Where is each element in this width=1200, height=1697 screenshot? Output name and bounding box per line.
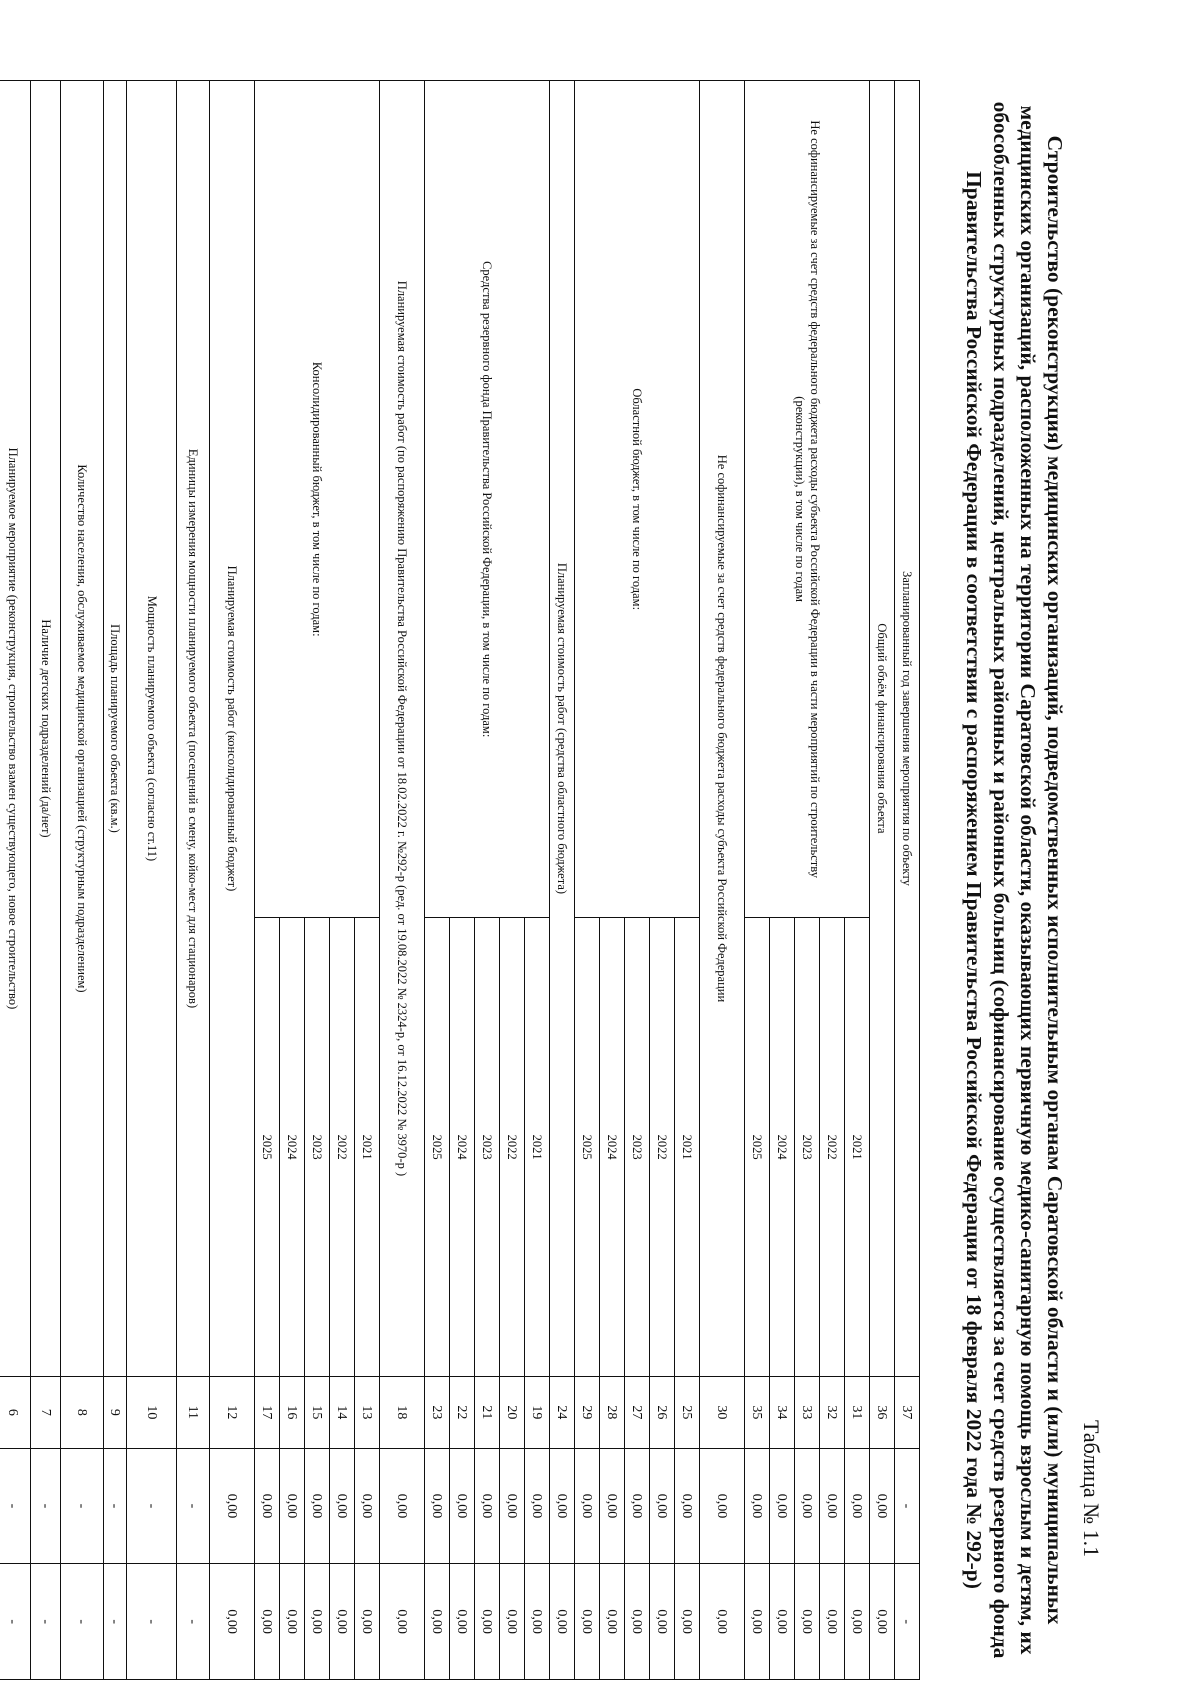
row-value: 0,00 xyxy=(525,1448,550,1564)
total-value: 0,00 xyxy=(380,1564,425,1680)
total-value: - xyxy=(177,1564,210,1680)
row-value: 0,00 xyxy=(380,1448,425,1564)
column-number: 33 xyxy=(795,1376,820,1448)
total-value: 0,00 xyxy=(575,1564,600,1680)
column-number: 35 xyxy=(745,1376,770,1448)
total-value: - xyxy=(31,1564,61,1680)
column-number: 26 xyxy=(650,1376,675,1448)
column-header: Не софинансируемые за счет средств федерального бюджета расходы субъекта Российской Федерации xyxy=(700,81,745,1377)
row-value: 0,00 xyxy=(870,1448,895,1564)
row-value: 0,00 xyxy=(305,1448,330,1564)
table-row xyxy=(675,81,700,1680)
row-value: 0,00 xyxy=(450,1448,475,1564)
total-value: 0,00 xyxy=(210,1564,255,1680)
group-header: Средства резервного фонда Правительства Российской Федерации, в том числе по годам: xyxy=(425,81,550,918)
row-value: 0,00 xyxy=(355,1448,380,1564)
row-value: 0,00 xyxy=(820,1448,845,1564)
year-label: 2025 xyxy=(255,918,280,1377)
row-value: - xyxy=(61,1448,104,1564)
total-value: 0,00 xyxy=(450,1564,475,1680)
total-value: - xyxy=(127,1564,177,1680)
column-header: Мощность планируемого объекта (согласно ст.11) xyxy=(127,81,177,1377)
column-number: 10 xyxy=(127,1376,177,1448)
year-label: 2024 xyxy=(770,918,795,1377)
data-table-wrap xyxy=(5,80,920,1680)
column-number: 20 xyxy=(500,1376,525,1448)
row-value: 0,00 xyxy=(425,1448,450,1564)
total-value: 0,00 xyxy=(650,1564,675,1680)
row-planned-cost-decree xyxy=(380,81,425,1680)
table-number: Таблица № 1.1 xyxy=(1079,1420,1104,1558)
row-not-cofinanced xyxy=(700,81,745,1680)
column-number: 7 xyxy=(31,1376,61,1448)
column-header: Планируемая стоимость работ (по распоряжению Правительства Российской Федерации от 18.02.2022 г. №292-р (ред. от 19.08.2022 № 2324-р, от 16.12.2022 № 3970-р ) xyxy=(380,81,425,1377)
table-row xyxy=(31,81,61,1680)
row-value: 0,00 xyxy=(845,1448,870,1564)
column-number: 34 xyxy=(770,1376,795,1448)
column-header: Запланированный год завершения мероприятия по объекту xyxy=(895,81,920,1377)
row-value: 0,00 xyxy=(550,1448,575,1564)
year-label: 2024 xyxy=(600,918,625,1377)
column-number: 13 xyxy=(355,1376,380,1448)
year-label: 2024 xyxy=(450,918,475,1377)
column-number: 37 xyxy=(895,1376,920,1448)
column-number: 11 xyxy=(177,1376,210,1448)
row-value: - xyxy=(177,1448,210,1564)
table-row xyxy=(210,81,255,1680)
column-number: 15 xyxy=(305,1376,330,1448)
column-header: Наличие детских подразделений (да/нет) xyxy=(31,81,61,1377)
total-value: 0,00 xyxy=(355,1564,380,1680)
year-label: 2023 xyxy=(305,918,330,1377)
row-value: 0,00 xyxy=(675,1448,700,1564)
year-label: 2022 xyxy=(820,918,845,1377)
column-number: 12 xyxy=(210,1376,255,1448)
column-number: 9 xyxy=(104,1376,127,1448)
column-number: 32 xyxy=(820,1376,845,1448)
column-number: 29 xyxy=(575,1376,600,1448)
table-row xyxy=(355,81,380,1680)
year-label: 2025 xyxy=(745,918,770,1377)
total-value: 0,00 xyxy=(525,1564,550,1680)
row-value: 0,00 xyxy=(650,1448,675,1564)
year-label: 2021 xyxy=(525,918,550,1377)
row-value: 0,00 xyxy=(255,1448,280,1564)
year-label: 2025 xyxy=(575,918,600,1377)
total-value: - xyxy=(0,1564,31,1680)
rotated-landscape-page xyxy=(5,80,1110,1680)
row-value: 0,00 xyxy=(330,1448,355,1564)
total-value: 0,00 xyxy=(820,1564,845,1680)
total-value: 0,00 xyxy=(280,1564,305,1680)
year-label: 2021 xyxy=(355,918,380,1377)
column-header: Площадь планируемого объекта (кв.м.) xyxy=(104,81,127,1377)
row-completion-year xyxy=(895,81,920,1680)
group-header: Областной бюджет, в том числе по годам: xyxy=(575,81,700,918)
column-number: 31 xyxy=(845,1376,870,1448)
row-value: 0,00 xyxy=(600,1448,625,1564)
column-number: 28 xyxy=(600,1376,625,1448)
total-value: 0,00 xyxy=(675,1564,700,1680)
column-header: Количество населения, обслуживаемое медицинской организацией (структурным подразделением) xyxy=(61,81,104,1377)
column-number: 30 xyxy=(700,1376,745,1448)
column-header: Планируемая стоимость работ (консолидированный бюджет) xyxy=(210,81,255,1377)
row-regional-cost xyxy=(550,81,575,1680)
table-row xyxy=(177,81,210,1680)
year-label: 2021 xyxy=(675,918,700,1377)
column-number: 22 xyxy=(450,1376,475,1448)
total-value: 0,00 xyxy=(625,1564,650,1680)
row-value: 0,00 xyxy=(575,1448,600,1564)
table-row xyxy=(0,81,31,1680)
row-value: - xyxy=(895,1448,920,1564)
total-value: - xyxy=(895,1564,920,1680)
column-number: 24 xyxy=(550,1376,575,1448)
row-value: 0,00 xyxy=(280,1448,305,1564)
row-value: 0,00 xyxy=(210,1448,255,1564)
total-value: 0,00 xyxy=(500,1564,525,1680)
row-value: 0,00 xyxy=(625,1448,650,1564)
row-value: 0,00 xyxy=(475,1448,500,1564)
table-row xyxy=(845,81,870,1680)
total-value: 0,00 xyxy=(425,1564,450,1680)
column-header: Единицы измерения мощности планируемого объекта (посещений в смену, койко-мест для стационаров) xyxy=(177,81,210,1377)
group-header: Консолидированный бюджет, в том числе по годам: xyxy=(255,81,380,918)
column-number: 19 xyxy=(525,1376,550,1448)
table-row xyxy=(525,81,550,1680)
row-value: 0,00 xyxy=(500,1448,525,1564)
row-value: 0,00 xyxy=(770,1448,795,1564)
total-value: 0,00 xyxy=(870,1564,895,1680)
column-header: Планируемая стоимость работ (средства областного бюджета) xyxy=(550,81,575,1377)
total-value: 0,00 xyxy=(770,1564,795,1680)
total-value: 0,00 xyxy=(600,1564,625,1680)
year-label: 2023 xyxy=(625,918,650,1377)
total-value: 0,00 xyxy=(550,1564,575,1680)
data-table xyxy=(0,80,920,1680)
row-value: 0,00 xyxy=(700,1448,745,1564)
year-label: 2022 xyxy=(650,918,675,1377)
column-number: 23 xyxy=(425,1376,450,1448)
column-header: Общий объём финансирования объекта xyxy=(870,81,895,1377)
row-value: - xyxy=(0,1448,31,1564)
row-value: - xyxy=(31,1448,61,1564)
column-number: 27 xyxy=(625,1376,650,1448)
column-number: 25 xyxy=(675,1376,700,1448)
total-value: - xyxy=(61,1564,104,1680)
table-row xyxy=(104,81,127,1680)
row-value: - xyxy=(127,1448,177,1564)
year-label: 2022 xyxy=(330,918,355,1377)
column-header: Планируемое мероприятие (реконструкция, строительство взамен существующего, новое строительство) xyxy=(0,81,31,1377)
total-value: 0,00 xyxy=(845,1564,870,1680)
total-value: 0,00 xyxy=(330,1564,355,1680)
total-value: - xyxy=(104,1564,127,1680)
column-number: 18 xyxy=(380,1376,425,1448)
column-number: 36 xyxy=(870,1376,895,1448)
row-value: 0,00 xyxy=(795,1448,820,1564)
year-label: 2022 xyxy=(500,918,525,1377)
table-row xyxy=(127,81,177,1680)
document-title: Строительство (реконструкция) медицинских организаций, подведомственных исполнительным органам Саратовской области и (или) муниципальных медицинских организаций, расположенных на территории Саратовской области, оказывающих первичную медико-санитарную помощь взрослым и детям, их обособленных структурных подразделений, центральных районных и районных больниц (софинансирование осуществляется за счет средств резервного фонда Правительства Российской Федерации в соответствии с распоряжением Правительства Российской Федерации от 18 февраля 2022 года № 292-р) xyxy=(962,101,1067,1659)
column-number: 21 xyxy=(475,1376,500,1448)
total-value: 0,00 xyxy=(255,1564,280,1680)
row-value: - xyxy=(104,1448,127,1564)
year-label: 2023 xyxy=(475,918,500,1377)
total-value: 0,00 xyxy=(745,1564,770,1680)
year-label: 2023 xyxy=(795,918,820,1377)
year-label: 2025 xyxy=(425,918,450,1377)
year-label: 2021 xyxy=(845,918,870,1377)
column-number: 14 xyxy=(330,1376,355,1448)
row-total-financing xyxy=(870,81,895,1680)
column-number: 8 xyxy=(61,1376,104,1448)
total-value: 0,00 xyxy=(700,1564,745,1680)
total-value: 0,00 xyxy=(795,1564,820,1680)
total-value: 0,00 xyxy=(305,1564,330,1680)
column-number: 6 xyxy=(0,1376,31,1448)
year-label: 2024 xyxy=(280,918,305,1377)
group-header: Не софинансируемые за счет средств федерального бюджета расходы субъекта Российской Федерации в части мероприятий по строительству (реконструкции), в том числе по годам xyxy=(745,81,870,918)
table-row xyxy=(61,81,104,1680)
total-value: 0,00 xyxy=(475,1564,500,1680)
row-value: 0,00 xyxy=(745,1448,770,1564)
column-number: 17 xyxy=(255,1376,280,1448)
column-number: 16 xyxy=(280,1376,305,1448)
